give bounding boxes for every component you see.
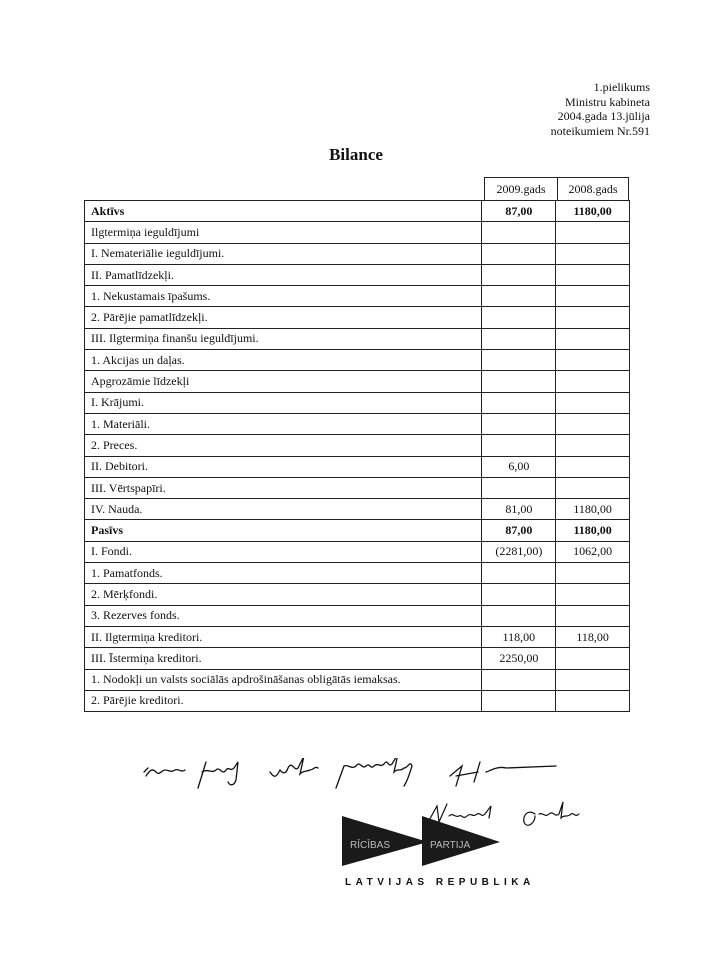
value-2008	[556, 435, 630, 456]
value-2009	[482, 350, 556, 371]
value-2009: 2250,00	[482, 648, 556, 669]
value-2008	[556, 669, 630, 690]
table-row	[85, 584, 630, 605]
table-row	[85, 201, 630, 222]
annex-line-3: 2004.gada 13.jūlija	[557, 109, 650, 123]
value-2009	[482, 563, 556, 584]
value-2008	[556, 350, 630, 371]
value-2009: 81,00	[482, 499, 556, 520]
row-label: I. Nemateriālie ieguldījumi.	[85, 243, 482, 264]
table-row	[85, 264, 630, 285]
row-label: Ilgtermiņa ieguldījumi	[85, 222, 482, 243]
row-label: 2. Mērķfondi.	[85, 584, 482, 605]
column-header-2009: 2009.gads	[484, 177, 558, 200]
value-2009	[482, 690, 556, 711]
annex-line-4: noteikumiem Nr.591	[550, 123, 650, 138]
document-title: Bilance	[329, 145, 383, 164]
logo-text-right: PARTIJA	[430, 840, 471, 851]
country-label: LATVIJAS REPUBLIKA	[345, 877, 535, 888]
row-label: III. Vērtspapīri.	[85, 477, 482, 498]
value-2008	[556, 563, 630, 584]
table-row	[85, 413, 630, 434]
table-row	[85, 605, 630, 626]
value-2008	[556, 413, 630, 434]
annex-line-2: Ministru kabineta	[565, 94, 650, 109]
table-row	[85, 669, 630, 690]
row-label: 3. Rezerves fonds.	[85, 605, 482, 626]
logo-text-left: RĪCĪBAS	[350, 840, 391, 851]
row-label: III. Īstermiņa kreditori.	[85, 648, 482, 669]
value-2008	[556, 605, 630, 626]
table-row	[85, 350, 630, 371]
annex-line-1: 1.pielikums	[593, 80, 650, 94]
table-row	[85, 477, 630, 498]
table-row	[85, 286, 630, 307]
value-2008	[556, 584, 630, 605]
balance-table	[84, 200, 630, 712]
value-2008: 1062,00	[556, 541, 630, 562]
row-label: I. Krājumi.	[85, 392, 482, 413]
table-row	[85, 690, 630, 711]
row-label: 2. Pārējie pamatlīdzekļi.	[85, 307, 482, 328]
value-2008: 1180,00	[556, 520, 630, 541]
value-2008	[556, 264, 630, 285]
table-row	[85, 371, 630, 392]
value-2009: 6,00	[482, 456, 556, 477]
value-2009	[482, 413, 556, 434]
table-row	[85, 626, 630, 647]
row-label: 1. Materiāli.	[85, 413, 482, 434]
row-label: IV. Nauda.	[85, 499, 482, 520]
row-label: Pasīvs	[85, 520, 482, 541]
row-label: II. Pamatlīdzekļi.	[85, 264, 482, 285]
handwritten-signature-line	[140, 758, 570, 798]
row-label: 1. Nekustamais īpašums.	[85, 286, 482, 307]
row-label: 1. Pamatfonds.	[85, 563, 482, 584]
value-2009: 118,00	[482, 626, 556, 647]
value-2009	[482, 392, 556, 413]
row-label: 2. Pārējie kreditori.	[85, 690, 482, 711]
value-2009	[482, 307, 556, 328]
value-2009	[482, 605, 556, 626]
value-2008	[556, 307, 630, 328]
table-row	[85, 520, 630, 541]
row-label: 1. Akcijas un daļas.	[85, 350, 482, 371]
value-2009	[482, 371, 556, 392]
table-row	[85, 307, 630, 328]
table-row	[85, 541, 630, 562]
value-2009	[482, 477, 556, 498]
table-row	[85, 222, 630, 243]
value-2009	[482, 264, 556, 285]
value-2009	[482, 286, 556, 307]
table-row	[85, 648, 630, 669]
table-row	[85, 563, 630, 584]
value-2009: (2281,00)	[482, 541, 556, 562]
annex-reference	[551, 80, 650, 138]
table-row	[85, 392, 630, 413]
table-row	[85, 328, 630, 349]
row-label: II. Debitori.	[85, 456, 482, 477]
value-2008	[556, 286, 630, 307]
row-label: 1. Nodokļi un valsts sociālās apdrošināšanas obligātās iemaksas.	[85, 669, 482, 690]
value-2009	[482, 328, 556, 349]
value-2009	[482, 669, 556, 690]
party-logo-stamp	[340, 810, 500, 870]
table-row	[85, 456, 630, 477]
value-2008	[556, 477, 630, 498]
value-2009: 87,00	[482, 520, 556, 541]
row-label: Aktīvs	[85, 201, 482, 222]
value-2009	[482, 243, 556, 264]
value-2008: 118,00	[556, 626, 630, 647]
table-row	[85, 243, 630, 264]
row-label: Apgrozāmie līdzekļi	[85, 371, 482, 392]
row-label: I. Fondi.	[85, 541, 482, 562]
value-2009	[482, 584, 556, 605]
value-2008	[556, 243, 630, 264]
table-row	[85, 435, 630, 456]
value-2008	[556, 222, 630, 243]
value-2008	[556, 690, 630, 711]
column-header-2008: 2008.gads	[557, 177, 629, 200]
value-2008: 1180,00	[556, 201, 630, 222]
value-2008	[556, 648, 630, 669]
table-row	[85, 499, 630, 520]
value-2008	[556, 392, 630, 413]
row-label: II. Ilgtermiņa kreditori.	[85, 626, 482, 647]
row-label: 2. Preces.	[85, 435, 482, 456]
value-2008: 1180,00	[556, 499, 630, 520]
value-2009: 87,00	[482, 201, 556, 222]
value-2009	[482, 435, 556, 456]
value-2008	[556, 456, 630, 477]
value-2008	[556, 371, 630, 392]
value-2009	[482, 222, 556, 243]
value-2008	[556, 328, 630, 349]
row-label: III. Ilgtermiņa finanšu ieguldījumi.	[85, 328, 482, 349]
